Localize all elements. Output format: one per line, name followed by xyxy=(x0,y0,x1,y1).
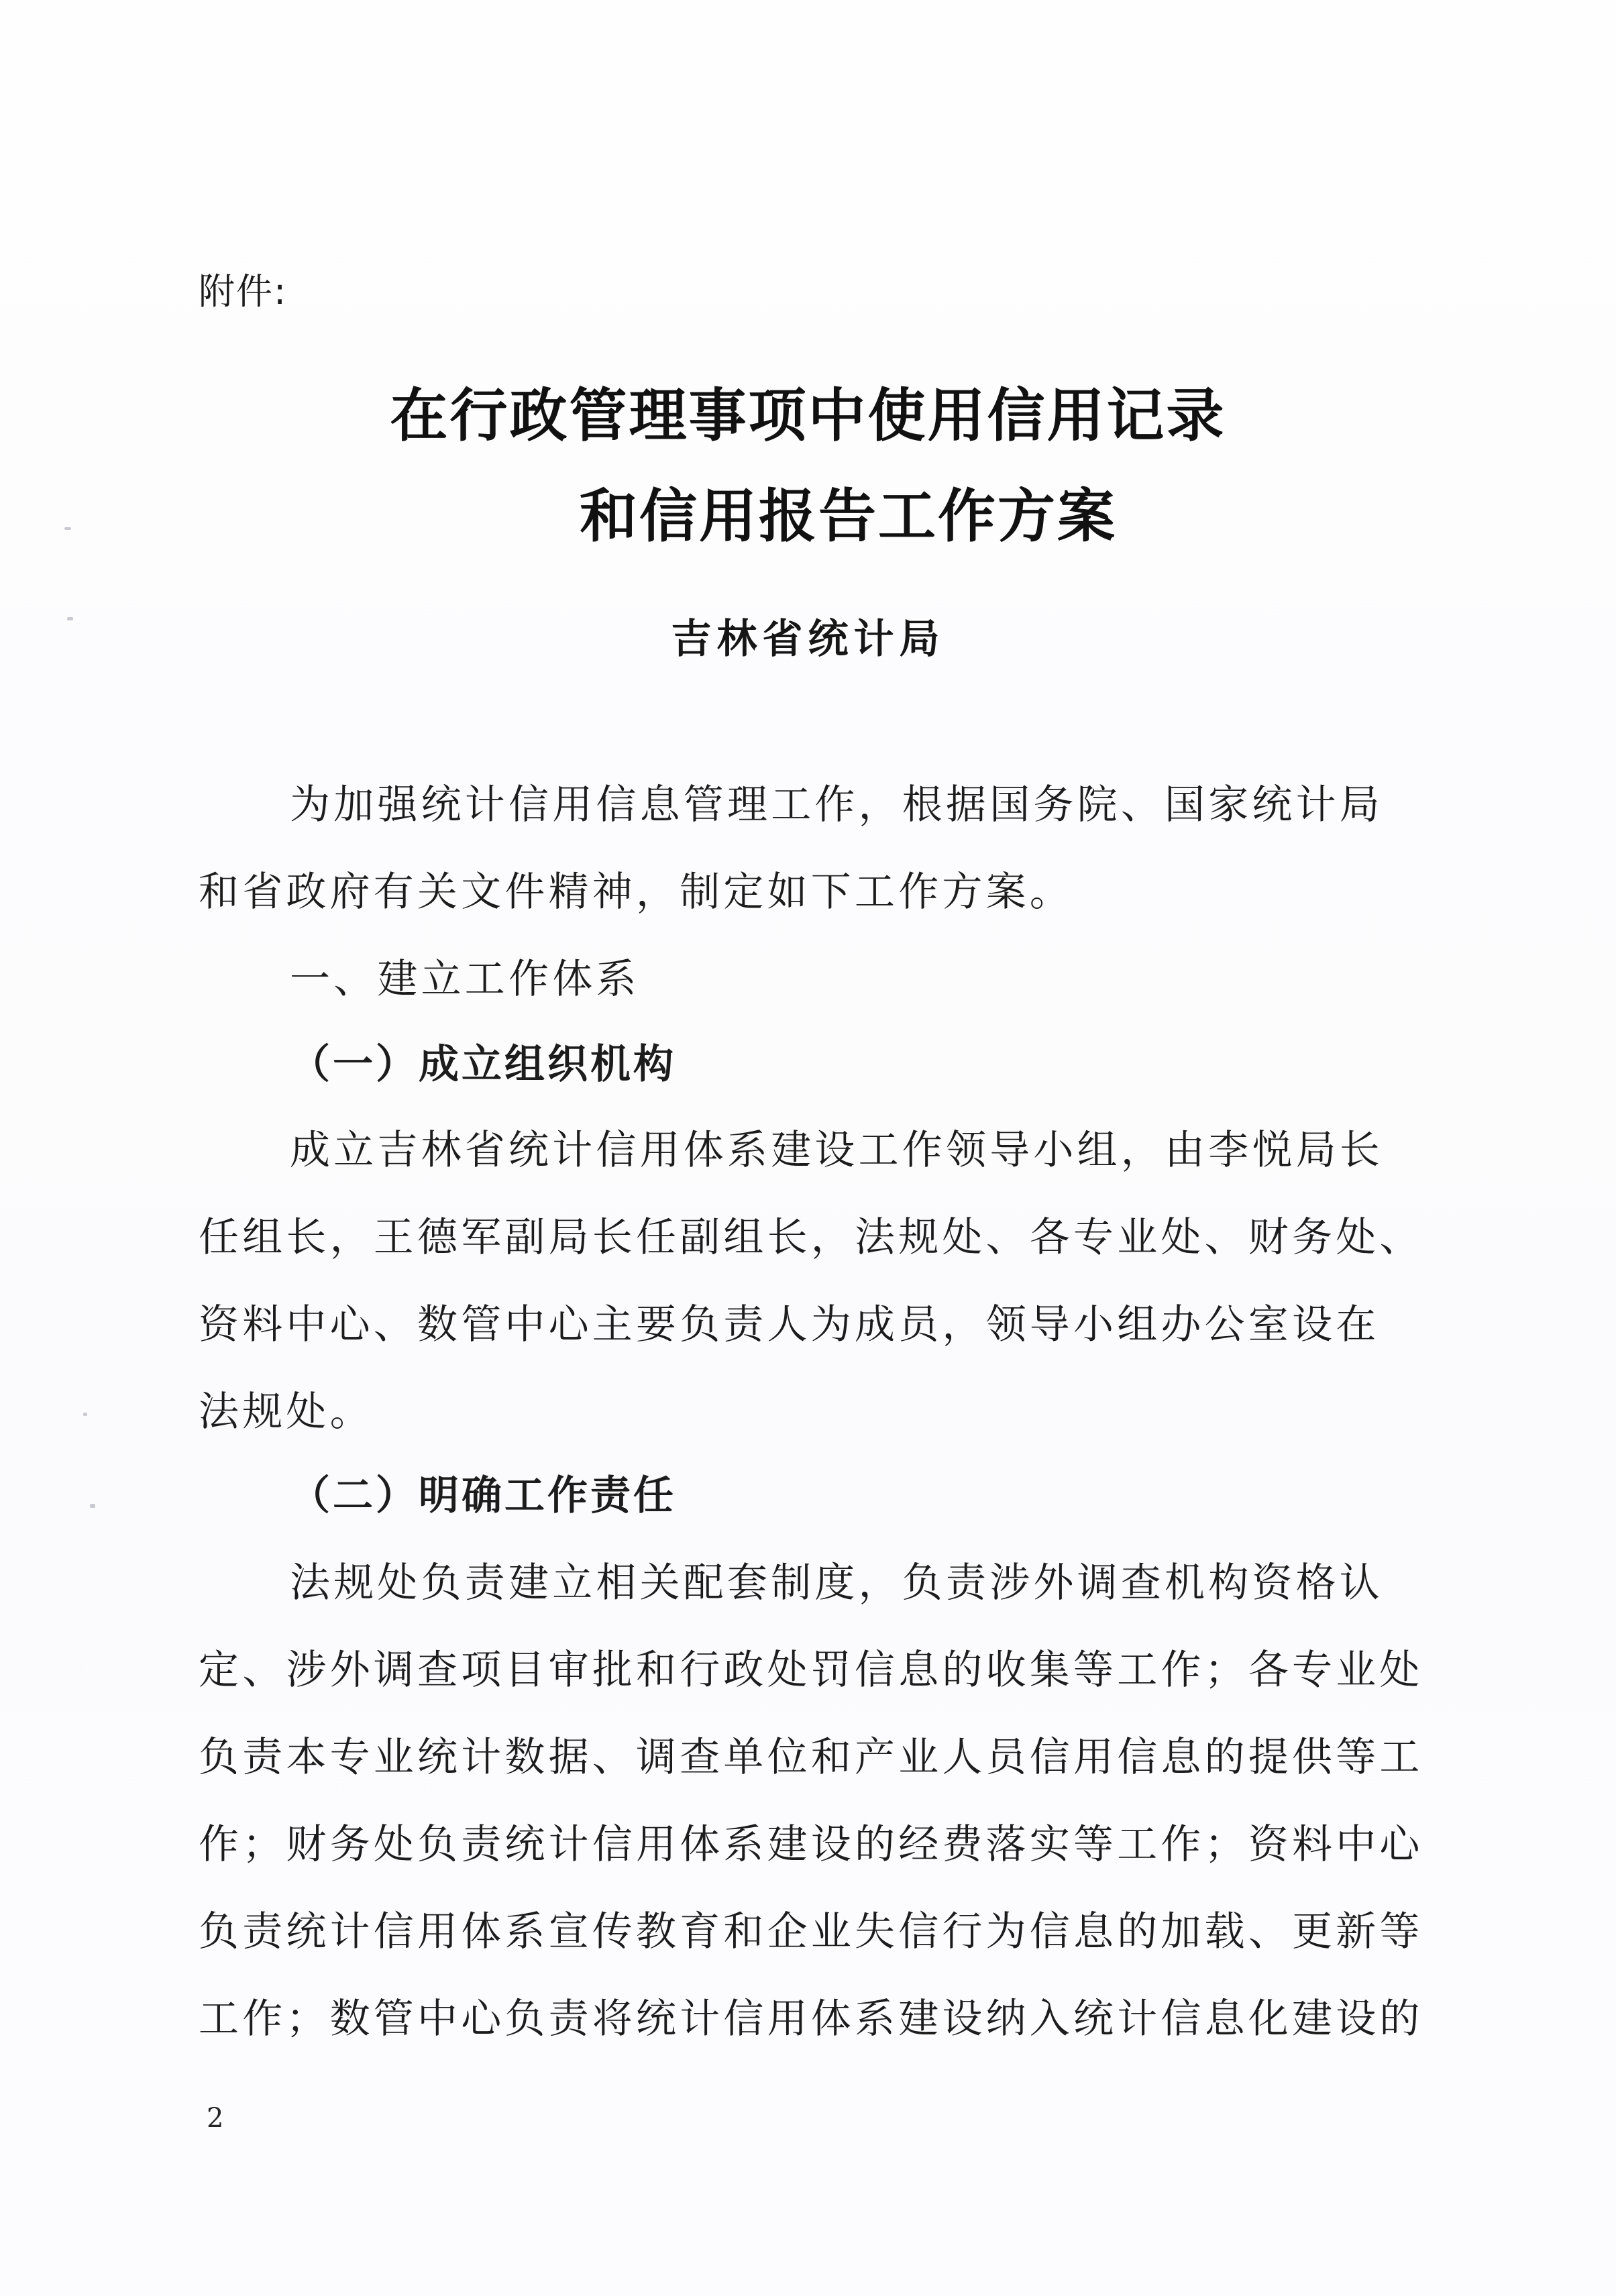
paragraph-2-line-6: 工作；数管中心负责将统计信用体系建设纳入统计信息化建设的 xyxy=(199,1996,1423,2042)
subsection-heading-1: （一）成立组织机构 xyxy=(290,1041,676,1088)
issuing-organization: 吉林省统计局 xyxy=(671,616,945,663)
attachment-label: 附件: xyxy=(199,270,288,313)
paragraph-2-line-4: 作；财务处负责统计信用体系建设的经费落实等工作；资料中心 xyxy=(199,1821,1423,1868)
document-title-line-2: 和信用报告工作方案 xyxy=(580,483,1117,550)
paragraph-2-line-1: 法规处负责建立相关配套制度，负责涉外调查机构资格认 xyxy=(290,1560,1383,1606)
paragraph-1-line-3: 资料中心、数管中心主要负责人为成员，领导小组办公室设在 xyxy=(199,1301,1380,1348)
page-number: 2 xyxy=(207,2103,224,2134)
paragraph-1-line-4: 法规处。 xyxy=(199,1388,374,1435)
intro-line-2: 和省政府有关文件精神，制定如下工作方案。 xyxy=(199,869,1073,916)
intro-line-1: 为加强统计信用信息管理工作，根据国务院、国家统计局 xyxy=(290,781,1383,828)
paragraph-1-line-2: 任组长，王德军副局长任副组长，法规处、各专业处、财务处、 xyxy=(199,1214,1423,1261)
paragraph-2-line-3: 负责本专业统计数据、调查单位和产业人员信用信息的提供等工 xyxy=(199,1734,1423,1781)
section-heading-1: 一、建立工作体系 xyxy=(290,956,640,1003)
document-title-line-1: 在行政管理事项中使用信用记录 xyxy=(390,382,1226,449)
subsection-heading-2: （二）明确工作责任 xyxy=(290,1472,676,1519)
paragraph-2-line-5: 负责统计信用体系宣传教育和企业失信行为信息的加载、更新等 xyxy=(199,1908,1423,1955)
scan-speck xyxy=(90,1504,95,1508)
paragraph-1-line-1: 成立吉林省统计信用体系建设工作领导小组，由李悦局长 xyxy=(290,1127,1383,1174)
scan-speck xyxy=(83,1413,87,1416)
paragraph-2-line-2: 定、涉外调查项目审批和行政处罚信息的收集等工作；各专业处 xyxy=(199,1647,1423,1694)
